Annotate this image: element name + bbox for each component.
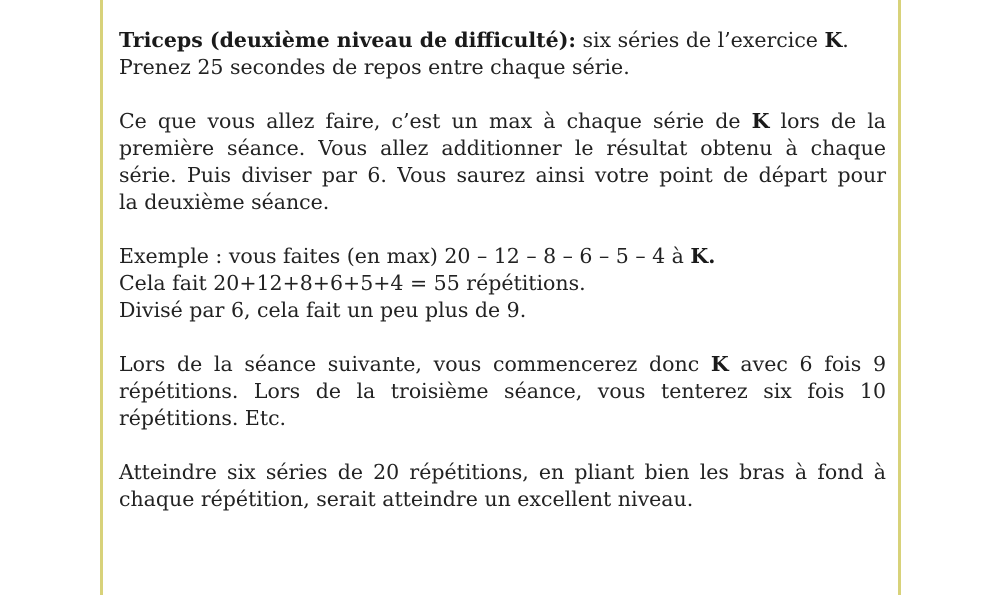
paragraph-line: la deuxième séance. — [119, 190, 330, 214]
document-body — [119, 27, 886, 540]
text-run: Exemple : vous faites (en max) 20 – 12 – 8 – 6 – 5 – 4 à — [119, 244, 691, 268]
paragraph-line: Prenez 25 secondes de repos entre chaque série. — [119, 55, 630, 79]
paragraph-next-session — [119, 351, 886, 432]
paragraph-line: chaque répétition, serait atteindre un excellent niveau. — [119, 487, 694, 511]
paragraph-line — [119, 243, 886, 270]
paragraph-goal — [119, 459, 886, 513]
paragraph-line: Divisé par 6, cela fait un peu plus de 9. — [119, 298, 527, 322]
page-border-right — [898, 0, 901, 595]
exercise-letter: K — [751, 109, 770, 133]
section-heading: Triceps (deuxième niveau de difficulté): — [119, 28, 576, 52]
text-run: Ce que vous allez faire, c’est un max à chaque série de — [119, 109, 752, 133]
paragraph-line — [119, 27, 886, 54]
paragraph-line — [119, 108, 886, 135]
exercise-letter: K — [824, 28, 843, 52]
paragraph-method — [119, 108, 886, 216]
text-run: lors de la — [769, 109, 886, 133]
paragraph-line: première séance. Vous allez additionner le résultat obtenu à chaque — [119, 136, 886, 160]
paragraph-triceps — [119, 27, 886, 81]
paragraph-line: Atteindre six séries de 20 répétitions, en pliant bien les bras à fond à — [119, 460, 886, 484]
text-run: Lors de la séance suivante, vous commencerez donc — [119, 352, 711, 376]
text-run: avec 6 fois 9 — [728, 352, 886, 376]
paragraph-line — [119, 351, 886, 378]
paragraph-line: Cela fait 20+12+8+6+5+4 = 55 répétitions. — [119, 271, 586, 295]
paragraph-line: série. Puis diviser par 6. Vous saurez ainsi votre point de départ pour — [119, 163, 886, 187]
exercise-letter: K. — [690, 244, 716, 268]
paragraph-line: répétitions. Lors de la troisième séance, vous tenterez six fois 10 — [119, 379, 886, 403]
text-run: . — [842, 28, 849, 52]
page-border-left — [100, 0, 103, 595]
paragraph-example — [119, 243, 886, 324]
paragraph-line: répétitions. Etc. — [119, 406, 287, 430]
text-run: six séries de l’exercice — [575, 28, 825, 52]
exercise-letter: K — [710, 352, 729, 376]
